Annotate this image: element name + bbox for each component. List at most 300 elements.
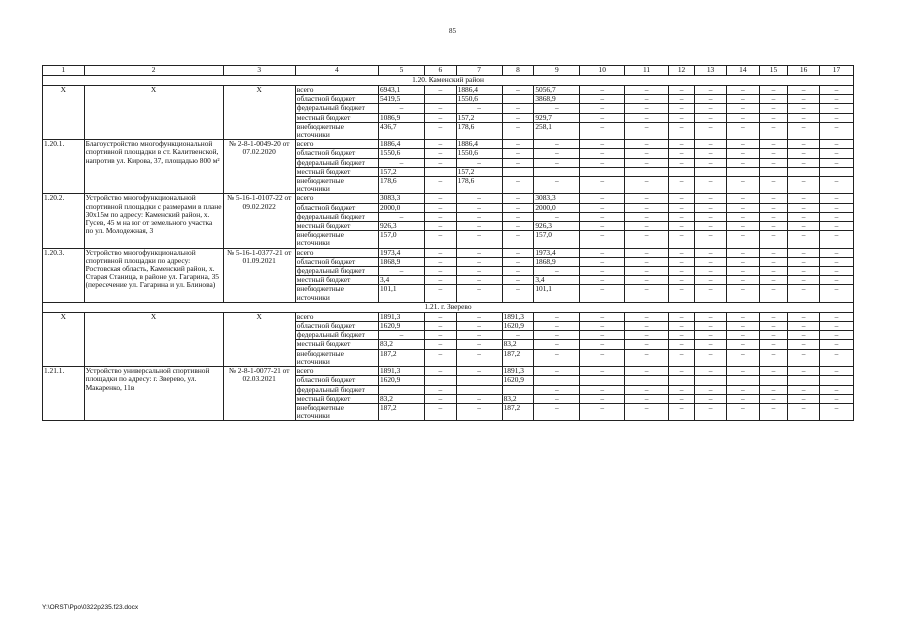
- value-cell: –: [625, 340, 669, 349]
- item-number: 1.20.1.: [43, 140, 85, 194]
- value-cell: –: [819, 95, 853, 104]
- value-cell: 1620,9: [378, 322, 424, 331]
- document-number: № 2-8-1-0049-20 от 07.02.2020: [223, 140, 295, 194]
- value-cell: –: [625, 231, 669, 248]
- value-cell: –: [378, 104, 424, 113]
- value-cell: –: [788, 312, 820, 321]
- value-cell: –: [378, 331, 424, 340]
- value-cell: 1550,6: [456, 95, 502, 104]
- column-header: 4: [295, 66, 378, 76]
- value-cell: –: [695, 340, 727, 349]
- value-cell: –: [726, 276, 759, 285]
- value-cell: –: [625, 285, 669, 302]
- value-cell: –: [759, 367, 787, 376]
- value-cell: –: [625, 322, 669, 331]
- value-cell: –: [580, 212, 625, 221]
- value-cell: –: [534, 403, 580, 420]
- funding-source: всего: [295, 86, 378, 95]
- value-cell: [456, 385, 502, 394]
- value-cell: –: [424, 222, 456, 231]
- value-cell: –: [819, 340, 853, 349]
- value-cell: [695, 376, 727, 385]
- value-cell: –: [456, 231, 502, 248]
- value-cell: –: [580, 248, 625, 257]
- value-cell: [424, 376, 456, 385]
- value-cell: –: [759, 86, 787, 95]
- value-cell: 178,6: [456, 122, 502, 139]
- value-cell: –: [534, 340, 580, 349]
- value-cell: –: [788, 104, 820, 113]
- value-cell: –: [502, 285, 534, 302]
- item-number: 1.21.1.: [43, 367, 85, 421]
- value-cell: –: [695, 248, 727, 257]
- value-cell: –: [625, 203, 669, 212]
- value-cell: 187,2: [502, 403, 534, 420]
- document-number: X: [223, 312, 295, 366]
- value-cell: –: [695, 194, 727, 203]
- value-cell: 157,2: [378, 167, 424, 176]
- value-cell: –: [726, 331, 759, 340]
- value-cell: –: [534, 212, 580, 221]
- value-cell: –: [534, 394, 580, 403]
- value-cell: –: [759, 285, 787, 302]
- value-cell: –: [534, 331, 580, 340]
- value-cell: –: [788, 149, 820, 158]
- funding-source: внебюджетные источники: [295, 349, 378, 366]
- value-cell: –: [819, 248, 853, 257]
- value-cell: –: [534, 349, 580, 366]
- value-cell: –: [534, 385, 580, 394]
- value-cell: –: [668, 177, 694, 194]
- value-cell: –: [625, 222, 669, 231]
- value-cell: –: [726, 394, 759, 403]
- value-cell: –: [788, 385, 820, 394]
- value-cell: –: [759, 267, 787, 276]
- value-cell: –: [819, 177, 853, 194]
- value-cell: [456, 376, 502, 385]
- funding-source: внебюджетные источники: [295, 122, 378, 139]
- value-cell: 1620,9: [502, 322, 534, 331]
- value-cell: [668, 376, 694, 385]
- value-cell: –: [625, 86, 669, 95]
- value-cell: –: [456, 158, 502, 167]
- value-cell: 2000,0: [534, 203, 580, 212]
- value-cell: –: [580, 331, 625, 340]
- funding-source: областной бюджет: [295, 149, 378, 158]
- value-cell: –: [580, 340, 625, 349]
- value-cell: 1886,4: [378, 140, 424, 149]
- value-cell: –: [819, 312, 853, 321]
- value-cell: –: [788, 285, 820, 302]
- value-cell: –: [668, 257, 694, 266]
- value-cell: –: [726, 104, 759, 113]
- funding-source: внебюджетные источники: [295, 403, 378, 420]
- value-cell: 101,1: [378, 285, 424, 302]
- value-cell: –: [456, 267, 502, 276]
- value-cell: –: [695, 95, 727, 104]
- value-cell: –: [695, 312, 727, 321]
- value-cell: 1550,6: [456, 149, 502, 158]
- value-cell: –: [788, 212, 820, 221]
- funding-source: областной бюджет: [295, 257, 378, 266]
- value-cell: [378, 385, 424, 394]
- column-header: 12: [668, 66, 694, 76]
- funding-source: местный бюджет: [295, 222, 378, 231]
- value-cell: –: [625, 331, 669, 340]
- value-cell: 1891,3: [502, 367, 534, 376]
- value-cell: –: [502, 257, 534, 266]
- value-cell: –: [625, 257, 669, 266]
- value-cell: –: [668, 285, 694, 302]
- value-cell: –: [726, 322, 759, 331]
- value-cell: –: [625, 385, 669, 394]
- value-cell: –: [456, 394, 502, 403]
- funding-source: областной бюджет: [295, 203, 378, 212]
- value-cell: –: [819, 149, 853, 158]
- value-cell: 1973,4: [534, 248, 580, 257]
- value-cell: –: [726, 285, 759, 302]
- value-cell: –: [788, 158, 820, 167]
- value-cell: –: [668, 248, 694, 257]
- column-header: 9: [534, 66, 580, 76]
- table-row: [43, 248, 854, 257]
- value-cell: 3,4: [534, 276, 580, 285]
- value-cell: –: [456, 340, 502, 349]
- item-name: Благоустройство многофункциональной спортивной площадки в ст. Калитвенской, напротив ул. Кирова, 37, площадью 800 м²: [84, 140, 223, 194]
- value-cell: –: [456, 403, 502, 420]
- value-cell: –: [668, 385, 694, 394]
- value-cell: –: [726, 95, 759, 104]
- value-cell: –: [502, 113, 534, 122]
- value-cell: 926,3: [378, 222, 424, 231]
- document-number: № 5-16-1-0107-22 от 09.02.2022: [223, 194, 295, 248]
- funding-source: областной бюджет: [295, 322, 378, 331]
- document-number: X: [223, 86, 295, 140]
- value-cell: –: [695, 276, 727, 285]
- value-cell: –: [424, 194, 456, 203]
- document-number: № 5-16-1-0377-21 от 01.09.2021: [223, 248, 295, 302]
- column-header: 16: [788, 66, 820, 76]
- value-cell: 187,2: [378, 403, 424, 420]
- value-cell: –: [580, 403, 625, 420]
- value-cell: –: [502, 248, 534, 257]
- value-cell: –: [668, 231, 694, 248]
- value-cell: 1891,3: [378, 312, 424, 321]
- value-cell: 157,0: [378, 231, 424, 248]
- value-cell: –: [726, 122, 759, 139]
- funding-source: местный бюджет: [295, 340, 378, 349]
- funding-source: внебюджетные источники: [295, 285, 378, 302]
- value-cell: –: [424, 322, 456, 331]
- value-cell: –: [759, 149, 787, 158]
- value-cell: –: [788, 122, 820, 139]
- column-header: 8: [502, 66, 534, 76]
- value-cell: –: [502, 331, 534, 340]
- column-header: 7: [456, 66, 502, 76]
- value-cell: 3083,3: [378, 194, 424, 203]
- value-cell: –: [456, 285, 502, 302]
- value-cell: –: [424, 349, 456, 366]
- funding-source: областной бюджет: [295, 95, 378, 104]
- value-cell: –: [502, 212, 534, 221]
- value-cell: –: [788, 194, 820, 203]
- value-cell: –: [819, 231, 853, 248]
- value-cell: –: [788, 86, 820, 95]
- value-cell: –: [580, 158, 625, 167]
- value-cell: –: [625, 177, 669, 194]
- value-cell: –: [819, 257, 853, 266]
- value-cell: 101,1: [534, 285, 580, 302]
- funding-source: федеральный бюджет: [295, 331, 378, 340]
- value-cell: –: [819, 222, 853, 231]
- value-cell: –: [668, 95, 694, 104]
- item-number: X: [43, 312, 85, 366]
- value-cell: –: [534, 177, 580, 194]
- value-cell: –: [759, 122, 787, 139]
- value-cell: –: [788, 113, 820, 122]
- value-cell: –: [695, 203, 727, 212]
- funding-source: местный бюджет: [295, 394, 378, 403]
- value-cell: –: [759, 231, 787, 248]
- value-cell: –: [580, 385, 625, 394]
- value-cell: –: [668, 212, 694, 221]
- value-cell: –: [726, 203, 759, 212]
- value-cell: –: [502, 149, 534, 158]
- value-cell: –: [424, 177, 456, 194]
- funding-source: федеральный бюджет: [295, 385, 378, 394]
- value-cell: –: [668, 403, 694, 420]
- funding-source: всего: [295, 312, 378, 321]
- value-cell: –: [668, 149, 694, 158]
- value-cell: –: [456, 248, 502, 257]
- table-row: [43, 194, 854, 203]
- value-cell: –: [580, 322, 625, 331]
- value-cell: 1891,3: [502, 312, 534, 321]
- value-cell: –: [580, 113, 625, 122]
- value-cell: –: [668, 349, 694, 366]
- value-cell: –: [819, 349, 853, 366]
- value-cell: –: [668, 113, 694, 122]
- value-cell: –: [819, 212, 853, 221]
- value-cell: –: [726, 113, 759, 122]
- value-cell: –: [695, 231, 727, 248]
- value-cell: –: [668, 276, 694, 285]
- value-cell: –: [819, 113, 853, 122]
- value-cell: –: [456, 331, 502, 340]
- value-cell: –: [819, 403, 853, 420]
- value-cell: –: [726, 257, 759, 266]
- value-cell: [580, 376, 625, 385]
- value-cell: –: [726, 367, 759, 376]
- value-cell: –: [580, 285, 625, 302]
- value-cell: –: [580, 194, 625, 203]
- value-cell: –: [726, 149, 759, 158]
- value-cell: 3,4: [378, 276, 424, 285]
- value-cell: –: [695, 367, 727, 376]
- item-name: Устройство универсальной спортивной площадки по адресу: г. Зверево, ул. Макаренко, 11в: [84, 367, 223, 421]
- value-cell: –: [424, 312, 456, 321]
- section-row: [43, 76, 854, 86]
- value-cell: –: [819, 285, 853, 302]
- value-cell: –: [695, 267, 727, 276]
- value-cell: –: [580, 104, 625, 113]
- table-row: [43, 86, 854, 95]
- value-cell: –: [726, 177, 759, 194]
- value-cell: –: [668, 194, 694, 203]
- value-cell: –: [726, 158, 759, 167]
- value-cell: –: [695, 222, 727, 231]
- value-cell: –: [759, 276, 787, 285]
- value-cell: –: [625, 367, 669, 376]
- value-cell: –: [534, 104, 580, 113]
- value-cell: –: [424, 367, 456, 376]
- value-cell: [534, 376, 580, 385]
- value-cell: –: [424, 340, 456, 349]
- column-number-row: [43, 66, 854, 76]
- value-cell: –: [424, 104, 456, 113]
- value-cell: –: [819, 203, 853, 212]
- value-cell: 83,2: [502, 394, 534, 403]
- value-cell: –: [695, 86, 727, 95]
- item-number: X: [43, 86, 85, 140]
- value-cell: –: [424, 113, 456, 122]
- value-cell: –: [695, 394, 727, 403]
- funding-source: местный бюджет: [295, 167, 378, 176]
- value-cell: –: [695, 212, 727, 221]
- value-cell: –: [625, 267, 669, 276]
- value-cell: –: [726, 140, 759, 149]
- value-cell: –: [424, 285, 456, 302]
- value-cell: –: [759, 385, 787, 394]
- value-cell: –: [759, 257, 787, 266]
- value-cell: –: [502, 104, 534, 113]
- value-cell: –: [726, 312, 759, 321]
- value-cell: –: [456, 276, 502, 285]
- column-header: 13: [695, 66, 727, 76]
- value-cell: –: [668, 86, 694, 95]
- value-cell: –: [580, 122, 625, 139]
- page-number: 85: [449, 27, 456, 35]
- value-cell: 258,1: [534, 122, 580, 139]
- value-cell: –: [695, 385, 727, 394]
- value-cell: –: [534, 149, 580, 158]
- value-cell: –: [788, 222, 820, 231]
- value-cell: –: [502, 267, 534, 276]
- column-header: 2: [84, 66, 223, 76]
- value-cell: [788, 376, 820, 385]
- column-header: 14: [726, 66, 759, 76]
- value-cell: –: [819, 394, 853, 403]
- value-cell: 83,2: [502, 340, 534, 349]
- value-cell: –: [668, 340, 694, 349]
- value-cell: –: [424, 122, 456, 139]
- value-cell: –: [378, 158, 424, 167]
- value-cell: [625, 376, 669, 385]
- value-cell: –: [759, 349, 787, 366]
- value-cell: [819, 376, 853, 385]
- value-cell: –: [502, 158, 534, 167]
- value-cell: –: [424, 231, 456, 248]
- value-cell: 1550,6: [378, 149, 424, 158]
- value-cell: –: [580, 349, 625, 366]
- value-cell: 929,7: [534, 113, 580, 122]
- value-cell: –: [424, 257, 456, 266]
- funding-source: местный бюджет: [295, 113, 378, 122]
- column-header: 11: [625, 66, 669, 76]
- value-cell: –: [580, 367, 625, 376]
- value-cell: –: [534, 322, 580, 331]
- value-cell: –: [788, 267, 820, 276]
- value-cell: –: [668, 367, 694, 376]
- value-cell: –: [695, 158, 727, 167]
- value-cell: –: [788, 394, 820, 403]
- value-cell: –: [502, 203, 534, 212]
- value-cell: –: [759, 222, 787, 231]
- value-cell: –: [456, 104, 502, 113]
- value-cell: 1868,9: [378, 257, 424, 266]
- value-cell: –: [726, 212, 759, 221]
- value-cell: 1973,4: [378, 248, 424, 257]
- value-cell: –: [695, 285, 727, 302]
- file-path-footer: Y:\ORST\Ppo\0322p235.f23.docx: [42, 604, 139, 611]
- value-cell: –: [726, 340, 759, 349]
- value-cell: –: [456, 312, 502, 321]
- value-cell: 5419,5: [378, 95, 424, 104]
- value-cell: 157,2: [456, 113, 502, 122]
- value-cell: –: [580, 149, 625, 158]
- funding-source: всего: [295, 367, 378, 376]
- value-cell: –: [424, 385, 456, 394]
- value-cell: –: [502, 222, 534, 231]
- item-name: Устройство многофункциональной спортивной площадки с размерами в плане 30х15м по адресу: Каменский район, х. Гусев, 45 м на юг от земельного участка по ул. Молодежная, 3: [84, 194, 223, 248]
- value-cell: 2000,0: [378, 203, 424, 212]
- value-cell: 926,3: [534, 222, 580, 231]
- value-cell: [759, 376, 787, 385]
- value-cell: –: [759, 203, 787, 212]
- value-cell: –: [580, 222, 625, 231]
- funding-source: всего: [295, 140, 378, 149]
- value-cell: 187,2: [378, 349, 424, 366]
- value-cell: –: [759, 113, 787, 122]
- value-cell: –: [502, 86, 534, 95]
- value-cell: 83,2: [378, 394, 424, 403]
- value-cell: –: [456, 194, 502, 203]
- value-cell: –: [819, 104, 853, 113]
- value-cell: –: [788, 367, 820, 376]
- value-cell: 1868,9: [534, 257, 580, 266]
- value-cell: –: [759, 340, 787, 349]
- value-cell: –: [726, 403, 759, 420]
- value-cell: –: [424, 394, 456, 403]
- value-cell: –: [788, 203, 820, 212]
- value-cell: –: [456, 349, 502, 366]
- value-cell: –: [625, 149, 669, 158]
- value-cell: –: [788, 257, 820, 266]
- value-cell: –: [819, 276, 853, 285]
- value-cell: –: [378, 267, 424, 276]
- section-title: 1.20. Каменский район: [43, 76, 854, 86]
- value-cell: –: [819, 385, 853, 394]
- value-cell: –: [695, 257, 727, 266]
- value-cell: –: [424, 140, 456, 149]
- value-cell: –: [759, 394, 787, 403]
- value-cell: –: [625, 158, 669, 167]
- value-cell: –: [424, 212, 456, 221]
- value-cell: –: [625, 312, 669, 321]
- value-cell: –: [788, 276, 820, 285]
- value-cell: 3868,9: [534, 95, 580, 104]
- value-cell: 157,2: [456, 167, 502, 176]
